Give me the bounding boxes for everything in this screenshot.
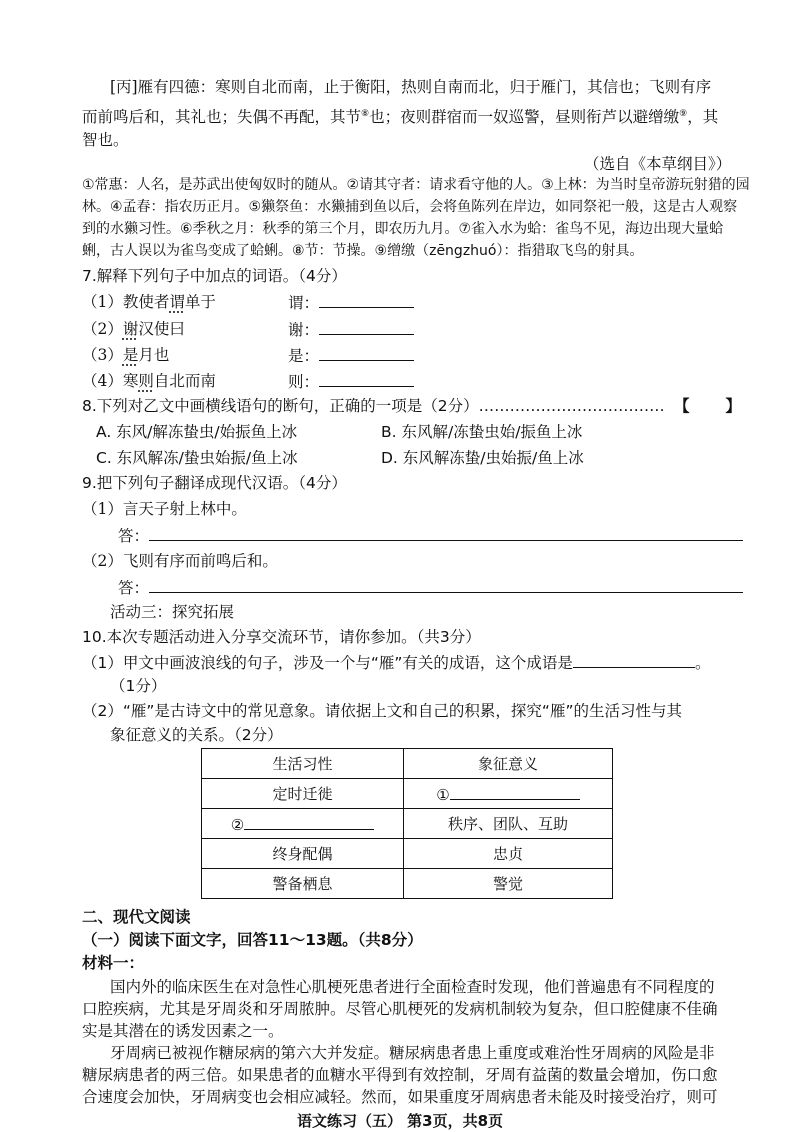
q7-item-4: （4）寒则自北而南 xyxy=(82,372,216,390)
activity-three-heading: 活动三：探究拓展 xyxy=(110,603,235,621)
answer-line[interactable] xyxy=(149,576,743,593)
answer-blank[interactable] xyxy=(319,344,414,361)
table-cell: 终身配偶 xyxy=(202,839,404,869)
material-paragraph-2: 糖尿病患者的两三倍。如果患者的血糖水平得到有效控制，牙周有益菌的数量会增加，伤口愈 xyxy=(82,1066,718,1084)
q7-answer-3[interactable]: 是： xyxy=(288,344,414,367)
answer-blank[interactable] xyxy=(244,813,374,830)
table-cell: 秩序、团队、互助 xyxy=(404,809,613,839)
q9-title: 9.把下列句子翻译成现代汉语。（4分） xyxy=(82,474,347,492)
table-row xyxy=(202,809,613,839)
answer-blank[interactable] xyxy=(319,370,414,387)
q7-item-3: （3）是月也 xyxy=(82,346,170,364)
table-cell-blank-1[interactable]: ① xyxy=(404,779,613,809)
note-line-4: 蜊，古人误以为雀鸟变成了蛤蜊。⑧节：节操。⑨缯缴（zēngzhuó）：指猎取飞鸟的射具。 xyxy=(82,243,644,259)
q9-answer-1[interactable]: 答： xyxy=(118,524,743,547)
answer-blank[interactable] xyxy=(319,291,414,308)
q7-title: 7.解释下列句子中加点的词语。（4分） xyxy=(82,267,347,285)
q9-answer-2[interactable]: 答： xyxy=(118,576,743,599)
bing-line-2: 而前鸣后和，其礼也；失偶不再配，其节⑧也；夜则群宿而一奴巡警，昼则衔芦以避缯缴⑨，其 xyxy=(82,108,719,127)
q8-title: 8.下列对乙文中画横线语句的断句，正确的一项是（2分）……………………………… xyxy=(82,397,665,415)
bing-line-1: [丙]雁有四德：寒则自北而南，止于衡阳，热则自南而北，归于雁门，其信也；飞则有序 xyxy=(110,78,712,96)
habit-symbol-table xyxy=(201,748,613,899)
material-paragraph-1: 口腔疾病，尤其是牙周炎和牙周脓肿。尽管心肌梗死的发病机制较为复杂，但口腔健康不佳确 xyxy=(82,1000,718,1018)
q8-option-b: B. 东风解/冻蛰虫始/振鱼上冰 xyxy=(381,423,583,441)
table-cell: 忠贞 xyxy=(404,839,613,869)
table-row xyxy=(202,869,613,899)
section-two-subtitle: （一）阅读下面文字，回答11～13题。（共8分） xyxy=(82,931,423,949)
section-two-title: 二、现代文阅读 xyxy=(82,908,191,926)
q7-answer-2[interactable]: 谢： xyxy=(288,318,414,341)
material-paragraph-1: 实是其潜在的诱发因素之一。 xyxy=(82,1022,284,1040)
answer-blank[interactable] xyxy=(319,318,414,335)
note-line-1: ①常惠：人名，是苏武出使匈奴时的随从。②请其守者：请求看守他的人。③上林：为当时皇帝游玩射猎的园 xyxy=(82,177,750,193)
table-row xyxy=(202,839,613,869)
q9-sentence-2: （2）飞则有序而前鸣后和。 xyxy=(82,552,278,570)
q10-title: 10.本次专题活动进入分享交流环节，请你参加。（共3分） xyxy=(82,628,481,646)
q7-item-2: （2）谢汉使曰 xyxy=(82,320,185,338)
table-header-row xyxy=(202,749,613,779)
table-header-habit: 生活习性 xyxy=(202,749,404,779)
q8-answer-bracket[interactable]: 【 】 xyxy=(674,397,742,415)
answer-blank[interactable] xyxy=(450,783,580,800)
bing-line-3: 智也。 xyxy=(82,131,129,149)
q10-part-1-score: （1分） xyxy=(110,677,167,695)
q7-answer-4[interactable]: 则： xyxy=(288,370,414,393)
q8-option-a: A. 东风/解冻蛰虫/始振鱼上冰 xyxy=(96,423,298,441)
answer-line[interactable] xyxy=(149,524,743,541)
q10-part-2-line-1: （2）“雁”是古诗文中的常见意象。请依据上文和自己的积累，探究“雁”的生活习性与其 xyxy=(82,702,682,720)
q8-option-c: C. 东风解冻/蛰虫始振/鱼上冰 xyxy=(96,449,298,467)
q9-sentence-1: （1）言天子射上林中。 xyxy=(82,500,247,518)
idiom-answer-blank[interactable] xyxy=(573,651,695,668)
note-line-2: 林。④孟春：指农历正月。⑤獭祭鱼：水獭捕到鱼以后，会将鱼陈列在岸边，如同祭祀一般，这是古人观察 xyxy=(82,199,738,215)
q7-answer-1[interactable]: 谓： xyxy=(288,291,414,314)
table-cell: 警备栖息 xyxy=(202,869,404,899)
material-paragraph-1: 国内外的临床医生在对急性心肌梗死患者进行全面检查时发现，他们普遍患有不同程度的 xyxy=(110,978,715,996)
note-line-3: 到的水獭习性。⑥季秋之月：秋季的第三个月，即农历九月。⑦雀入水为蛤：雀鸟不见，海边出现大量蛤 xyxy=(82,221,724,237)
q7-item-1: （1）教使者谓单于 xyxy=(82,293,216,311)
q8-option-d: D. 东风解冻蛰/虫始振/鱼上冰 xyxy=(381,449,584,467)
table-cell: 定时迁徙 xyxy=(202,779,404,809)
material-paragraph-2: 牙周病已被视作糖尿病的第六大并发症。糖尿病患者患上重度或难治性牙周病的风险是非 xyxy=(110,1044,715,1062)
q10-part-2-line-2: 象征意义的关系。（2分） xyxy=(110,726,283,744)
source-citation: （选自《本草纲目》） xyxy=(584,155,732,173)
material-paragraph-2: 合速度会加快，牙周病变也会相应减轻。然而，如果重度牙周病患者未能及时接受治疗，则可 xyxy=(82,1088,718,1106)
table-header-meaning: 象征意义 xyxy=(404,749,613,779)
table-row xyxy=(202,779,613,809)
q10-part-1: （1）甲文中画波浪线的句子，涉及一个与“雁”有关的成语，这个成语是 。 xyxy=(82,651,710,674)
table-cell: 警觉 xyxy=(404,869,613,899)
table-cell-blank-2[interactable]: ② xyxy=(202,809,404,839)
material-one-label: 材料一： xyxy=(82,954,145,972)
page-footer: 语文练习（五） 第3页，共8页 xyxy=(296,1112,504,1130)
